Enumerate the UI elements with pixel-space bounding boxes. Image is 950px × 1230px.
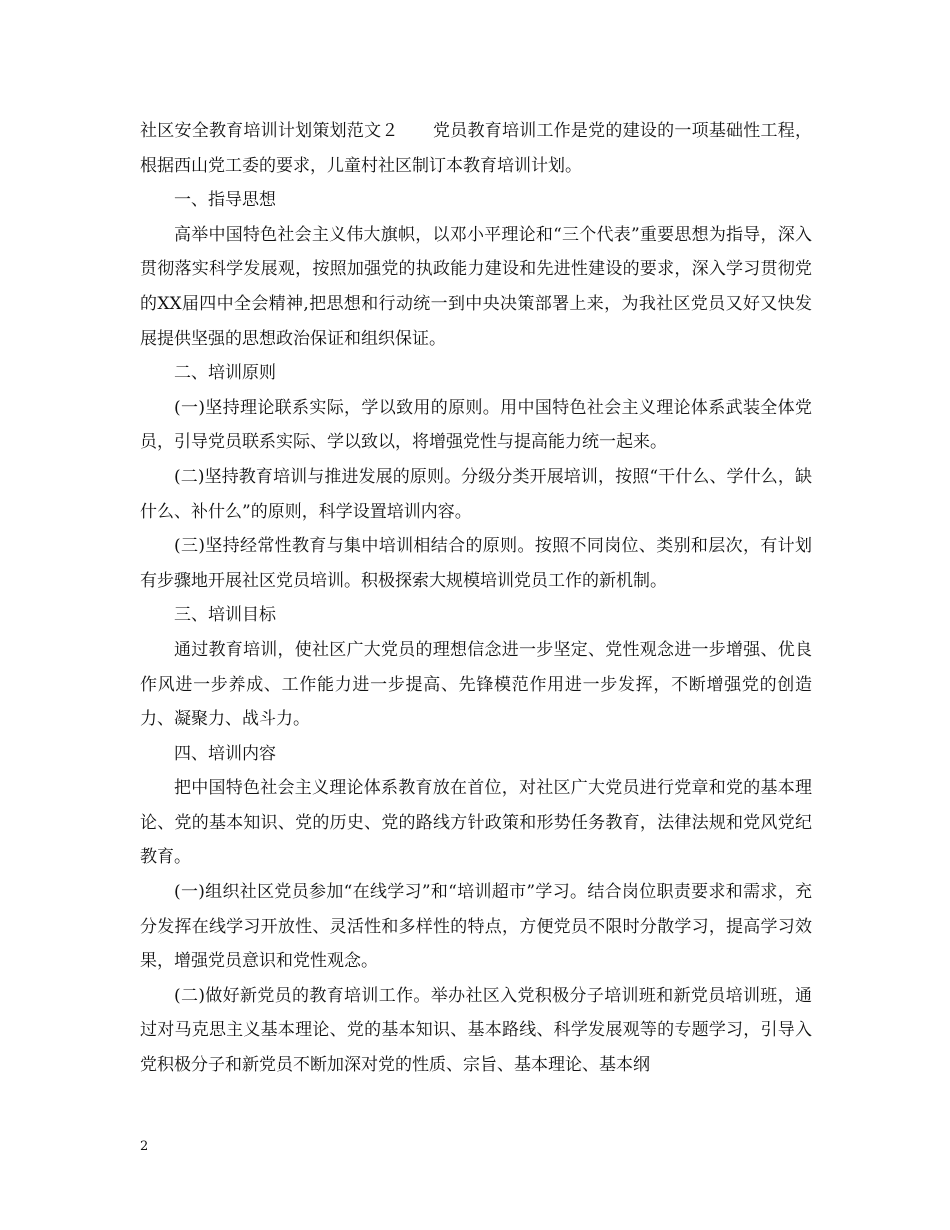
- body-paragraph: (二)做好新党员的教育培训工作。举办社区入党积极分子培训班和新党员培训班，通过对马克思主义基本理论、党的基本知识、基本路线、科学发展观等的专题学习，引导入党积极分子和新党员不断加深对党的性质、宗旨、基本理论、基本纲: [140, 985, 812, 1076]
- section-heading-training-goals: 三、培训目标: [174, 605, 276, 626]
- section-heading-training-principles: 二、培训原则: [174, 363, 276, 384]
- body-paragraph: (二)坚持教育培训与推进发展的原则。分级分类开展培训，按照“干什么、学什么，缺什么、补什么”的原则，科学设置培训内容。: [140, 466, 812, 522]
- body-paragraph: 高举中国特色社会主义伟大旗帜，以邓小平理论和“三个代表”重要思想为指导，深入贯彻落实科学发展观，按照加强党的执政能力建设和先进性建设的要求，深入学习贯彻党的XX届四中全会精神,把思想和行动统一到中央决策部署上来，为我社区党员又好又快发展提供坚强的思想政治保证和组织保证。: [140, 224, 812, 349]
- section-heading-guiding-ideology: 一、指导思想: [174, 190, 276, 211]
- body-paragraph: 把中国特色社会主义理论体系教育放在首位，对社区广大党员进行党章和党的基本理论、党的基本知识、党的历史、党的路线方针政策和形势任务教育，法律法规和党风党纪教育。: [140, 778, 812, 868]
- body-paragraph: (三)坚持经常性教育与集中培训相结合的原则。按照不同岗位、类别和层次，有计划有步骤地开展社区党员培训。积极探索大规模培训党员工作的新机制。: [140, 536, 812, 591]
- document-body: [140, 114, 812, 1083]
- intro-paragraph: 社区安全教育培训计划策划范文２ 党员教育培训工作是党的建设的一项基础性工程，根据西山党工委的要求，儿童村社区制订本教育培训计划。: [140, 121, 812, 176]
- body-paragraph: (一)组织社区党员参加“在线学习”和“培训超市”学习。结合岗位职责要求和需求，充分发挥在线学习开放性、灵活性和多样性的特点，方便党员不限时分散学习，提高学习效果，增强党员意识和党性观念。: [140, 882, 812, 972]
- page-number: 2: [140, 1139, 149, 1154]
- body-paragraph: (一)坚持理论联系实际，学以致用的原则。用中国特色社会主义理论体系武装全体党员，引导党员联系实际、学以致以，将增强党性与提高能力统一起来。: [140, 397, 812, 453]
- body-paragraph: 通过教育培训，使社区广大党员的理想信念进一步坚定、党性观念进一步增强、优良作风进一步养成、工作能力进一步提高、先锋模范作用进一步发挥，不断增强党的创造力、凝聚力、战斗力。: [140, 639, 812, 730]
- section-heading-training-content: 四、培训内容: [174, 743, 276, 764]
